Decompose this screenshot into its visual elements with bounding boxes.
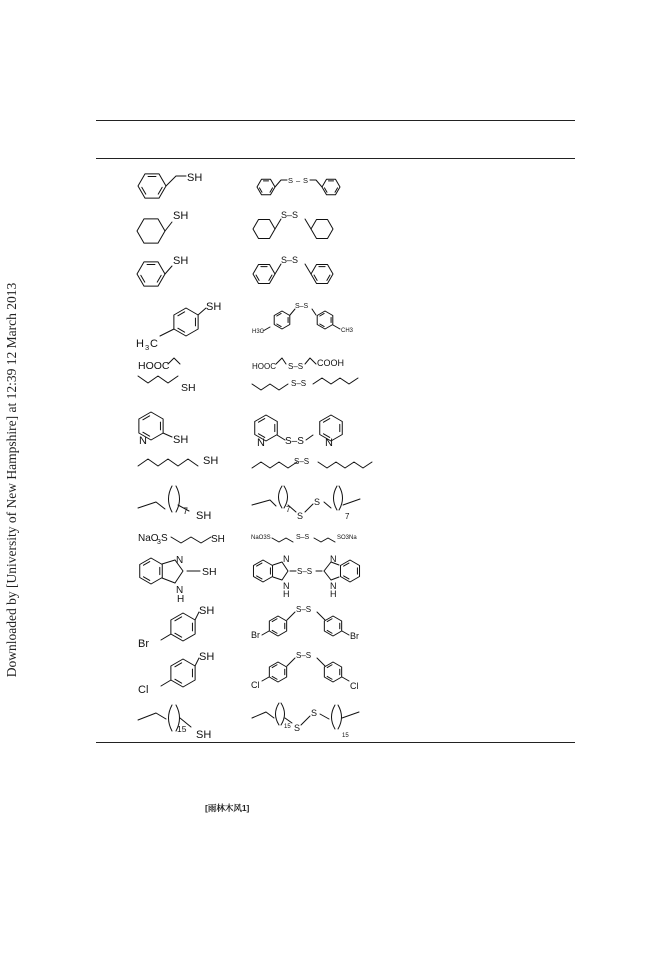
bond: [301, 716, 310, 725]
ss-label: S–S: [288, 362, 304, 371]
bond: [162, 578, 175, 583]
bond: [324, 571, 339, 580]
so3na-label: SO3Na: [337, 535, 357, 541]
subscript-label: 7: [286, 505, 291, 514]
h-label: H: [330, 589, 337, 599]
s-label: S: [311, 708, 318, 718]
benzene-ring: [340, 560, 359, 582]
bond: [314, 538, 335, 542]
bracket-left: [169, 705, 173, 731]
bond: [275, 180, 287, 187]
sh-label: SH: [187, 172, 203, 184]
bond: [305, 219, 311, 229]
bond: [165, 222, 172, 231]
bond: [333, 325, 340, 329]
benzene-ring: [322, 179, 340, 195]
bond: [161, 680, 171, 686]
download-watermark-text: Downloaded by [University of New Hampshire] at 12:39 12 March 2013: [4, 282, 19, 678]
benzene-ring: [174, 308, 198, 336]
nao3s-label: NaO: [138, 533, 159, 544]
row-7-pyridinethiol: [139, 412, 342, 449]
bracket-left: [332, 705, 336, 729]
benzene-ring: [311, 264, 333, 283]
row-8-hexanethiol: [138, 455, 372, 468]
sh-label: SH: [181, 382, 196, 394]
bond: [138, 459, 198, 466]
br-label: Br: [251, 630, 260, 640]
bond: [306, 435, 313, 440]
ss-label: S–S: [296, 651, 312, 660]
subscript-label: 15: [177, 724, 187, 734]
bond: [275, 264, 281, 274]
cooh-label: COOH: [317, 358, 344, 368]
bond: [263, 327, 270, 331]
bond: [198, 308, 206, 315]
bond: [275, 219, 281, 229]
atom-label: –: [296, 176, 301, 185]
bond: [138, 713, 166, 720]
benzene-ring: [324, 662, 341, 682]
methyl-label: H: [136, 338, 144, 350]
bond: [310, 180, 322, 187]
atom-label: S: [288, 176, 294, 185]
ss-label: S–S: [295, 303, 309, 310]
bracket-right: [176, 486, 180, 512]
bond: [276, 358, 286, 364]
ss-label: S–S: [297, 567, 313, 576]
bracket-left: [276, 703, 280, 725]
s-label: S: [294, 723, 301, 733]
n-label: N: [139, 435, 147, 447]
bond: [313, 378, 358, 384]
row-3-thiophenol: [137, 255, 333, 286]
bracket-right: [338, 705, 342, 729]
n-label: N: [257, 437, 265, 449]
cyclohexane-ring: [311, 219, 333, 238]
bracket-left: [279, 486, 283, 508]
bond: [160, 329, 174, 336]
benzene-ring: [317, 311, 333, 329]
nao3s-label: NaO3S: [251, 535, 271, 541]
benzene-ring: [253, 264, 275, 283]
sh-label: SH: [199, 651, 215, 663]
benzene-ring: [171, 613, 195, 641]
ss-label: S–S: [285, 436, 304, 447]
subscript-label: 15: [284, 724, 291, 730]
bond: [161, 634, 171, 640]
row-2-cyclohexyl: [137, 210, 333, 243]
bond: [287, 612, 295, 620]
bond: [317, 612, 325, 620]
n-label: N: [283, 554, 290, 564]
sh-label: SH: [173, 434, 189, 446]
row-11-benzimidazole: [140, 554, 360, 605]
bond: [277, 435, 285, 440]
cl-label: Cl: [350, 681, 359, 691]
h-label: H: [177, 594, 185, 605]
cyclohexane-ring: [253, 219, 275, 238]
sh-label: SH: [196, 510, 212, 522]
bond: [318, 462, 372, 468]
benzene-ring: [257, 179, 275, 195]
row-14-hexadecanethiol: [138, 703, 359, 741]
hooc-label: HOOC: [252, 362, 276, 371]
benzene-ring: [269, 616, 286, 636]
comment-marker: [雨林木风1]: [205, 803, 250, 813]
benzene-ring: [138, 174, 166, 198]
subscript: 3: [145, 343, 150, 352]
sh-label: SH: [199, 605, 215, 617]
bond: [138, 376, 178, 383]
ss-label: S–S: [281, 255, 299, 265]
bond: [165, 266, 172, 274]
bond: [287, 658, 295, 666]
benzene-ring: [253, 560, 272, 582]
bond: [262, 677, 269, 681]
benzene-ring: [274, 311, 290, 329]
ss-label: S–S: [281, 210, 299, 220]
subscript: 3: [157, 539, 161, 546]
bond: [312, 309, 316, 315]
cl-label: Cl: [251, 680, 260, 690]
bond: [305, 504, 313, 512]
bond: [138, 502, 165, 509]
bond: [342, 712, 359, 718]
bond: [285, 718, 292, 723]
ss-label: S–S: [294, 457, 310, 466]
n-label: N: [283, 581, 290, 591]
atom-label: S: [303, 176, 309, 185]
row-6-butanethiol: [138, 376, 358, 394]
n-label: N: [176, 555, 184, 566]
sh-label: SH: [202, 566, 217, 578]
bond: [163, 433, 172, 437]
nao3s-label: S: [161, 533, 168, 544]
bond: [305, 358, 316, 364]
methyl-label: CH3: [341, 328, 354, 334]
bond: [252, 384, 288, 390]
n-label: N: [330, 581, 337, 591]
row-5-mercaptoacetic: [138, 358, 344, 372]
hooc-label: HOOC: [138, 360, 170, 372]
row-9-octanethiol: [138, 486, 360, 522]
bracket-left: [169, 486, 173, 512]
cl-label: Cl: [138, 684, 149, 696]
s-label: S: [297, 511, 304, 521]
sh-label: SH: [173, 255, 189, 267]
benzene-ring: [171, 659, 195, 687]
ss-label: S–S: [296, 534, 310, 541]
ss-label: S–S: [296, 605, 312, 614]
cyclohexane-ring: [137, 219, 165, 243]
benzene-ring: [137, 262, 165, 286]
bond: [272, 538, 293, 542]
n-label: N: [325, 437, 333, 449]
benzene-ring: [269, 662, 286, 682]
bond: [342, 677, 349, 681]
bond: [262, 631, 269, 635]
sh-label: SH: [206, 301, 222, 313]
bond: [168, 358, 180, 364]
methyl-label: H3C: [252, 329, 265, 335]
sh-label: SH: [196, 729, 212, 741]
row-1-benzyl: [138, 172, 340, 198]
bond: [166, 176, 186, 186]
methyl-label: C: [150, 338, 158, 350]
br-label: Br: [350, 631, 359, 641]
bond: [252, 712, 274, 718]
sh-label: SH: [211, 534, 225, 545]
ss-label: S–S: [291, 379, 307, 388]
subscript-label: 7: [345, 512, 350, 521]
subscript-label: 15: [342, 733, 349, 739]
row-10-sulfonate: [138, 533, 357, 546]
bond: [252, 500, 276, 506]
bond: [320, 714, 329, 719]
s-label: S: [314, 497, 321, 507]
br-label: Br: [138, 638, 149, 650]
n-label: N: [330, 554, 337, 564]
bracket-right: [281, 703, 285, 725]
bracket-right: [339, 486, 343, 510]
bond: [343, 499, 360, 505]
subscript-label: 7: [183, 506, 189, 516]
sh-label: SH: [203, 455, 219, 467]
bond: [171, 537, 211, 543]
bond: [324, 502, 331, 508]
bond: [342, 631, 349, 635]
row-12-bromothiophenol: [138, 605, 359, 650]
h-label: H: [283, 589, 290, 599]
bond: [305, 264, 311, 274]
n-label: N: [176, 585, 184, 596]
sh-label: SH: [173, 210, 189, 222]
bond: [317, 658, 325, 666]
bracket-left: [334, 486, 338, 510]
bond: [273, 562, 288, 580]
row-4-p-thiocresol: [136, 301, 354, 352]
benzene-ring: [140, 558, 163, 584]
bond: [162, 560, 175, 564]
row-13-chlorothiophenol: [138, 651, 359, 696]
benzene-ring: [324, 616, 341, 636]
bond: [252, 462, 297, 468]
